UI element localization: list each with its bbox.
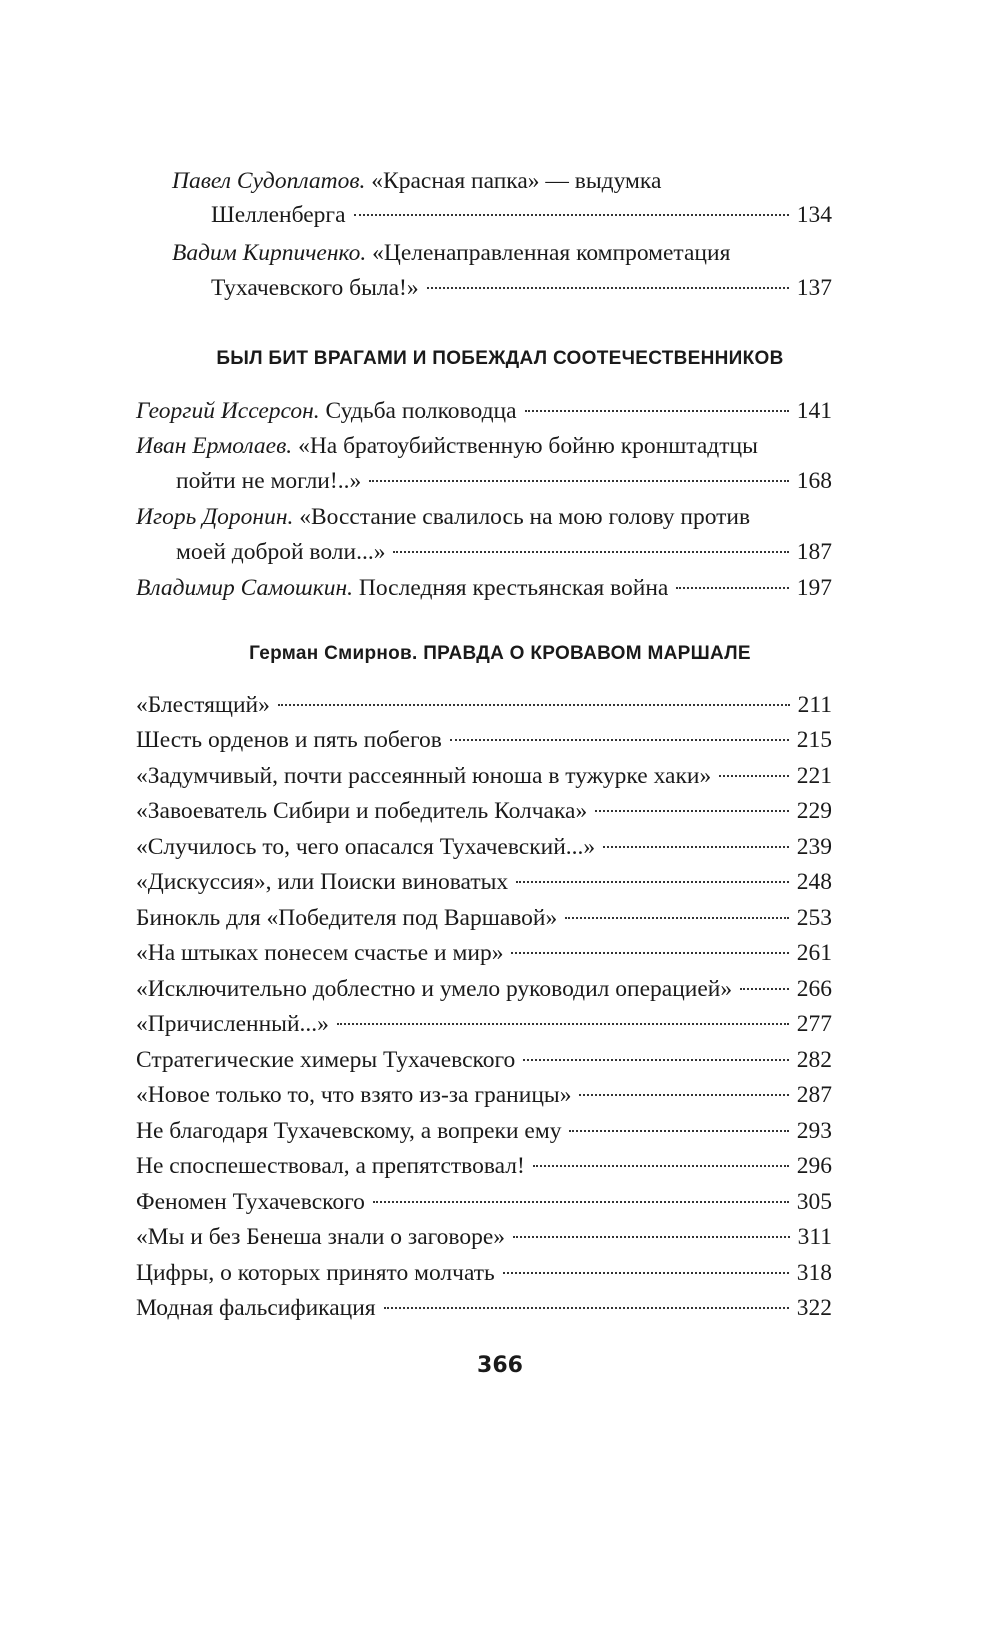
toc-page-number: 187 xyxy=(796,539,832,565)
toc-title: «На братоубийственную бойню кронштадтцы xyxy=(298,433,758,459)
toc-title: Не благодаря Тухачевскому, а вопреки ему xyxy=(136,1118,562,1144)
toc-page-number: 253 xyxy=(796,905,832,931)
toc-page-number: 134 xyxy=(796,202,832,228)
toc-entry-line xyxy=(176,466,832,496)
toc-leader-dots xyxy=(354,214,789,216)
toc-entry-line xyxy=(136,903,832,933)
toc-entry-line xyxy=(136,796,832,826)
toc-page-number: 197 xyxy=(796,575,832,601)
toc-page-number: 211 xyxy=(797,692,832,718)
toc-title: «Завоеватель Сибири и победитель Колчака» xyxy=(136,798,588,824)
toc-entry-line xyxy=(211,273,832,303)
toc-title: «Дискуссия», или Поиски виноватых xyxy=(136,869,509,895)
toc-page-number: 318 xyxy=(796,1260,832,1286)
toc-title: Не споспешествовал, а препятствовал! xyxy=(136,1153,525,1179)
toc-page-number: 287 xyxy=(796,1082,832,1108)
toc-entry-line xyxy=(172,166,832,196)
toc-entry-line xyxy=(136,573,832,603)
toc-page-number: 296 xyxy=(796,1153,832,1179)
toc-entry-line xyxy=(136,1116,832,1146)
toc-leader-dots xyxy=(278,704,790,706)
toc-title: «Восстание свалилось на мою голову против xyxy=(299,504,751,530)
toc-leader-dots xyxy=(393,551,788,553)
toc-page-number: 141 xyxy=(796,398,832,424)
toc-leader-dots xyxy=(603,846,789,848)
toc-entry-line xyxy=(136,867,832,897)
toc-title: «Целенаправленная компрометация xyxy=(372,240,731,266)
toc-page-number: 221 xyxy=(796,763,832,789)
toc-title: «Мы и без Бенеша знали о заговоре» xyxy=(136,1224,506,1250)
toc-title: «Причисленный...» xyxy=(136,1011,329,1037)
toc-page-number: 215 xyxy=(796,727,832,753)
toc-entry-line xyxy=(176,537,832,567)
toc-entry-line xyxy=(136,974,832,1004)
toc-leader-dots xyxy=(719,775,789,777)
toc-title: «На штыках понесем счастье и мир» xyxy=(136,940,504,966)
toc-entry-line xyxy=(136,725,832,755)
toc-title: Цифры, о которых принято молчать xyxy=(136,1260,495,1286)
toc-entry-line xyxy=(136,502,832,532)
toc-leader-dots xyxy=(503,1272,789,1274)
toc-page-number: 293 xyxy=(796,1118,832,1144)
toc-leader-dots xyxy=(523,1059,788,1061)
toc-entry-line xyxy=(172,238,832,268)
toc-leader-dots xyxy=(595,810,789,812)
toc-entry-line xyxy=(136,1045,832,1075)
toc-title: «Красная папка» — выдумка xyxy=(371,168,662,194)
toc-title: «Случилось то, чего опасался Тухачевский...» xyxy=(136,834,596,860)
toc-entry-line xyxy=(136,396,832,426)
toc-entry-line xyxy=(136,690,832,720)
toc-page-number: 322 xyxy=(796,1295,832,1321)
toc-entry-line xyxy=(211,200,832,230)
toc-title: Модная фальсификация xyxy=(136,1295,376,1321)
toc-entry-line xyxy=(136,1293,832,1323)
toc-title: «Блестящий» xyxy=(136,692,270,718)
toc-leader-dots xyxy=(511,952,788,954)
toc-leader-dots xyxy=(369,480,789,482)
toc-leader-dots xyxy=(373,1201,789,1203)
toc-page-number: 311 xyxy=(797,1224,832,1250)
toc-author: Иван Ермолаев. xyxy=(136,433,293,459)
toc-title: Последняя крестьянская война xyxy=(358,575,669,601)
toc-entry-line xyxy=(136,761,832,791)
toc-leader-dots xyxy=(676,587,788,589)
toc-title: «Задумчивый, почти рассеянный юноша в тужурке хаки» xyxy=(136,763,712,789)
toc-author: Георгий Иссерсон. xyxy=(136,398,320,424)
toc-title: Шелленберга xyxy=(211,202,346,228)
toc-page-number: 248 xyxy=(796,869,832,895)
toc-leader-dots xyxy=(565,917,788,919)
toc-leader-dots xyxy=(569,1130,788,1132)
toc-title: Феномен Тухачевского xyxy=(136,1189,365,1215)
toc-page-number: 168 xyxy=(796,468,832,494)
toc-page-number: 137 xyxy=(796,275,832,301)
toc-entry-line xyxy=(136,1080,832,1110)
toc-title: «Исключительно доблестно и умело руководил операцией» xyxy=(136,976,733,1002)
toc-leader-dots xyxy=(337,1023,789,1025)
toc-entry-line xyxy=(136,1258,832,1288)
toc-page-number: 229 xyxy=(796,798,832,824)
page-number: 366 xyxy=(477,1353,523,1378)
toc-entry-line xyxy=(136,1151,832,1181)
section-heading: Герман Смирнов. ПРАВДА О КРОВАВОМ МАРШАЛЕ xyxy=(249,643,751,664)
toc-leader-dots xyxy=(525,410,789,412)
toc-leader-dots xyxy=(533,1165,789,1167)
toc-entry-line xyxy=(136,832,832,862)
toc-leader-dots xyxy=(450,739,789,741)
toc-title: моей доброй воли...» xyxy=(176,539,386,565)
toc-leader-dots xyxy=(513,1236,790,1238)
toc-entry-line xyxy=(136,1222,832,1252)
toc-title: Шесть орденов и пять побегов xyxy=(136,727,442,753)
toc-page-number: 282 xyxy=(796,1047,832,1073)
toc-title: «Новое только то, что взято из-за границы» xyxy=(136,1082,572,1108)
toc-author: Вадим Кирпиченко. xyxy=(172,240,367,266)
toc-title: Судьба полководца xyxy=(325,398,517,424)
toc-author: Павел Судоплатов. xyxy=(172,168,366,194)
toc-entry-line xyxy=(136,1009,832,1039)
toc-title: Стратегические химеры Тухачевского xyxy=(136,1047,516,1073)
toc-title: Тухачевского была!» xyxy=(211,275,419,301)
toc-author: Игорь Доронин. xyxy=(136,504,294,530)
toc-leader-dots xyxy=(740,988,789,990)
toc-leader-dots xyxy=(579,1094,788,1096)
toc-page-number: 239 xyxy=(796,834,832,860)
toc-entry-line xyxy=(136,431,832,461)
section-heading: БЫЛ БИТ ВРАГАМИ И ПОБЕЖДАЛ СООТЕЧЕСТВЕННИКОВ xyxy=(216,348,784,369)
toc-title: пойти не могли!..» xyxy=(176,468,362,494)
toc-leader-dots xyxy=(384,1307,789,1309)
toc-page-number: 305 xyxy=(796,1189,832,1215)
toc-leader-dots xyxy=(516,881,789,883)
toc-author: Владимир Самошкин. xyxy=(136,575,353,601)
toc-entry-line xyxy=(136,1187,832,1217)
toc-page-number: 277 xyxy=(796,1011,832,1037)
toc-entry-line xyxy=(136,938,832,968)
toc-page-number: 261 xyxy=(796,940,832,966)
toc-page-number: 266 xyxy=(796,976,832,1002)
toc-title: Бинокль для «Победителя под Варшавой» xyxy=(136,905,558,931)
toc-leader-dots xyxy=(427,287,789,289)
